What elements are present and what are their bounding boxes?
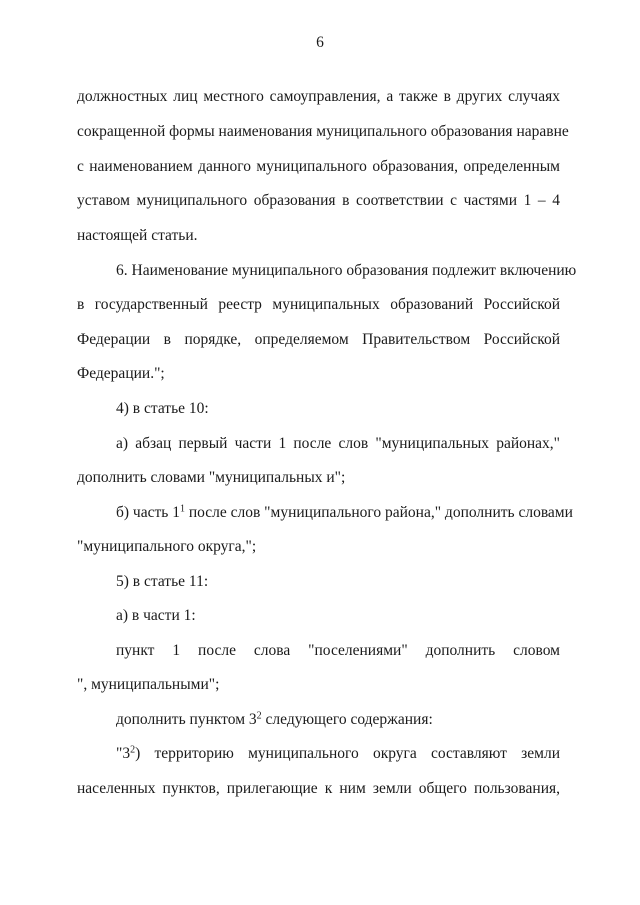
text-segment: "3 (116, 745, 131, 762)
text-line: Федерации в порядке, определяемом Правительством Российской (77, 331, 560, 348)
text-line: 5) в статье 11: (116, 573, 209, 590)
text-line: пункт 1 после слова "поселениями" дополнить словом (116, 642, 560, 659)
text-line: с наименованием данного муниципального образования, определенным (77, 158, 560, 175)
text-line: Федерации."; (77, 365, 165, 382)
text-line: "муниципального округа,"; (77, 538, 257, 555)
text-line: настоящей статьи. (77, 227, 198, 244)
text-line: уставом муниципального образования в соответствии с частями 1 – 4 (77, 192, 560, 209)
superscript: 2 (130, 744, 136, 756)
text-line (116, 710, 560, 730)
text-segment: б) часть 1 (116, 504, 180, 521)
text-line: сокращенной формы наименования муниципального образования наравне (77, 123, 569, 140)
text-line: ", муниципальными"; (77, 676, 220, 693)
text-segment: дополнить пунктом 3 (116, 711, 257, 728)
text-line: а) абзац первый части 1 после слов "муниципальных районах," (116, 435, 560, 452)
text-line: 4) в статье 10: (116, 400, 209, 417)
superscript: 1 (179, 503, 185, 515)
page-number: 6 (316, 34, 324, 51)
text-segment: ) территорию муниципального округа составляют земли (135, 745, 560, 762)
text-line (116, 744, 560, 764)
text-line (116, 503, 573, 523)
text-segment: после слов "муниципального района," дополнить словами (184, 504, 573, 521)
text-line: должностных лиц местного самоуправления, а также в других случаях (77, 88, 560, 105)
text-line: дополнить словами "муниципальных и"; (77, 469, 346, 486)
text-line: 6. Наименование муниципального образования подлежит включению (116, 262, 577, 279)
text-line: в государственный реестр муниципальных образований Российской (77, 296, 560, 313)
text-segment: следующего содержания: (261, 711, 433, 728)
superscript: 2 (256, 710, 262, 722)
text-line: населенных пунктов, прилегающие к ним земли общего пользования, (77, 780, 560, 797)
text-line: а) в части 1: (116, 607, 196, 624)
